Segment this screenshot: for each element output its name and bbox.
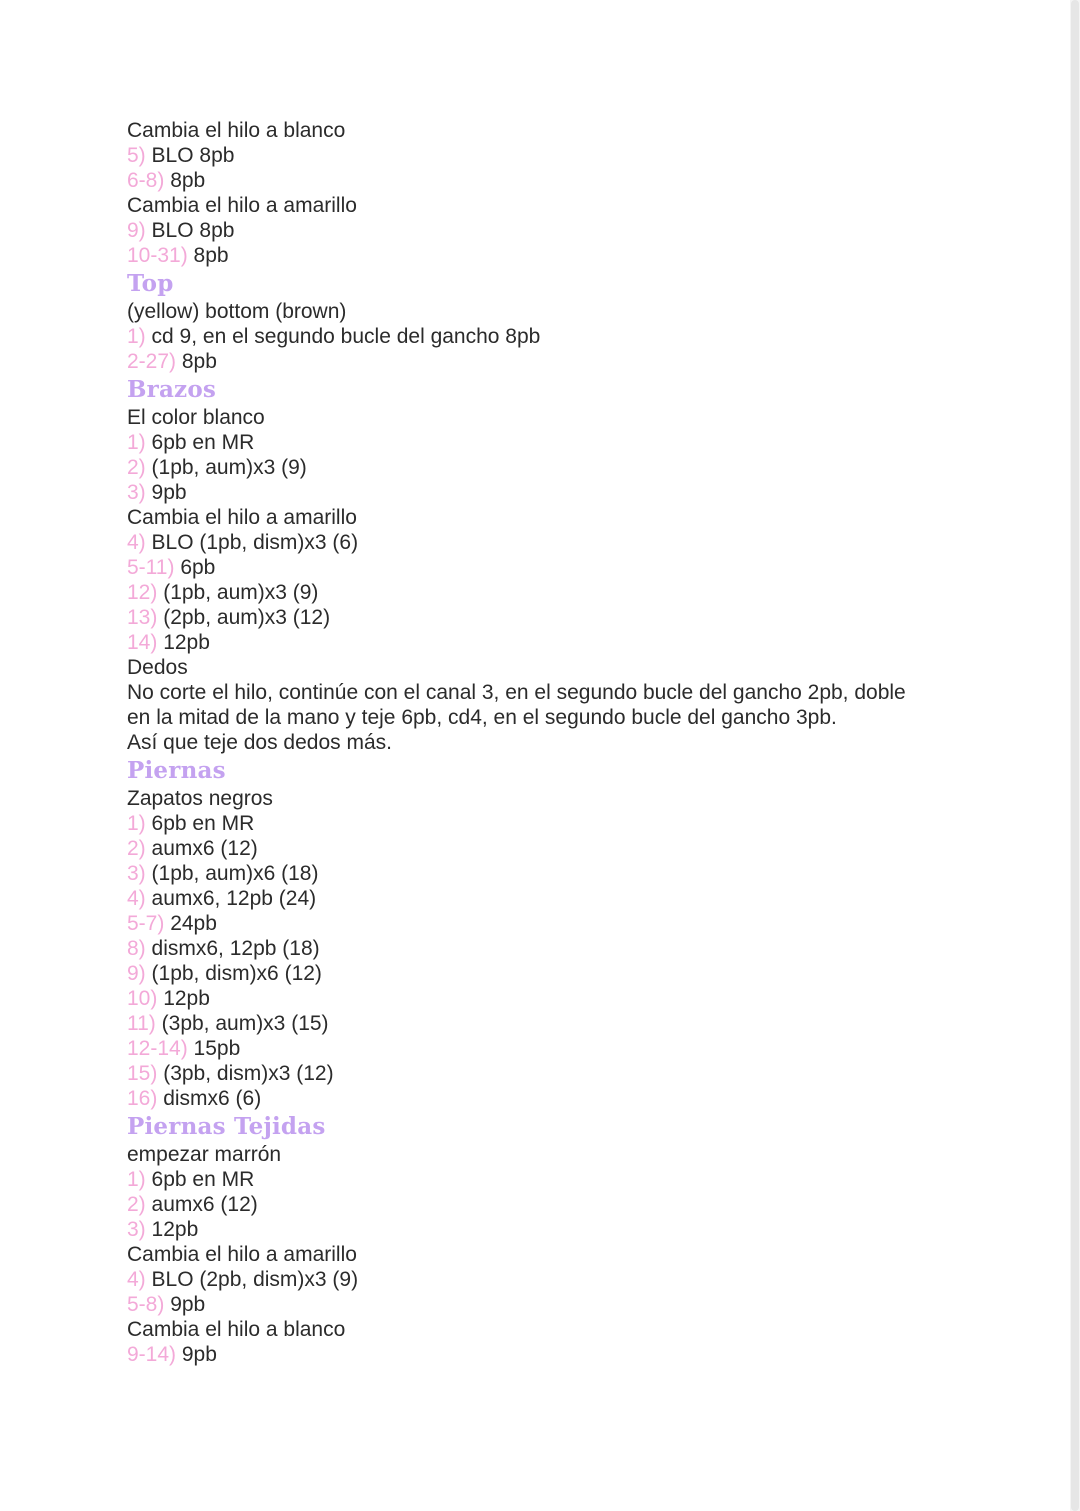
step-instruction: 6pb [180,556,216,579]
pattern-step [127,886,967,911]
step-number: 4) [127,887,146,910]
step-instruction: (1pb, aum)x3 (9) [151,456,307,479]
step-number: 16) [127,1087,158,1110]
step-instruction: 6pb en MR [151,431,255,454]
step-number: 12) [127,581,158,604]
step-number: 1) [127,431,146,454]
pattern-step [127,1267,967,1292]
step-number: 5-11) [127,556,175,579]
pattern-document [127,118,967,1367]
step-number: 1) [127,325,146,348]
step-instruction: 8pb [170,169,206,192]
step-number: 8) [127,937,146,960]
step-number: 3) [127,1218,146,1241]
pattern-step [127,986,967,1011]
step-number: 15) [127,1062,158,1085]
step-instruction: 9pb [181,1343,217,1366]
pattern-step [127,1011,967,1036]
step-instruction: 9pb [151,481,187,504]
step-instruction: 8pb [181,350,217,373]
pattern-step [127,1086,967,1111]
step-number: 3) [127,862,146,885]
step-instruction: (3pb, dism)x3 (12) [163,1062,334,1085]
step-instruction: 15pb [193,1037,241,1060]
step-number: 13) [127,606,158,629]
section-heading: Piernas Tejidas [127,1113,326,1140]
pattern-step [127,349,967,374]
note-text: empezar marrón [127,1143,282,1166]
step-number: 2) [127,456,146,479]
scrollbar-thumb[interactable] [1071,0,1079,1511]
pattern-step [127,1036,967,1061]
step-number: 10) [127,987,158,1010]
step-instruction: dismx6, 12pb (18) [151,937,320,960]
pattern-step [127,1167,967,1192]
note-text: El color blanco [127,406,265,429]
pattern-step [127,530,967,555]
pattern-step [127,243,967,268]
step-instruction: 12pb [163,631,210,654]
step-number: 1) [127,1168,146,1191]
note-text: en la mitad de la mano y teje 6pb, cd4, en el segundo bucle del gancho 3pb. [127,706,837,729]
step-instruction: 8pb [193,244,229,267]
step-instruction: (2pb, aum)x3 (12) [163,606,331,629]
step-instruction: 12pb [151,1218,199,1241]
step-instruction: 12pb [163,987,210,1010]
pattern-step [127,961,967,986]
step-instruction: BLO (2pb, dism)x3 (9) [151,1268,359,1291]
step-number: 12-14) [127,1037,188,1060]
pattern-step [127,911,967,936]
step-number: 4) [127,1268,146,1291]
pattern-step [127,480,967,505]
pattern-step [127,936,967,961]
step-number: 5-8) [127,1293,165,1316]
section-heading: Brazos [127,376,217,403]
step-number: 9) [127,962,146,985]
note-text: Cambia el hilo a amarillo [127,194,357,217]
step-instruction: 24pb [170,912,217,935]
note-text: Cambia el hilo a amarillo [127,1243,357,1266]
step-instruction: 6pb en MR [151,812,255,835]
step-instruction: BLO (1pb, dism)x3 (6) [151,531,359,554]
note-text: Así que teje dos dedos más. [127,731,392,754]
pattern-step [127,811,967,836]
step-instruction: 6pb en MR [151,1168,255,1191]
note-text: Dedos [127,656,188,679]
note-text: Cambia el hilo a blanco [127,119,346,142]
step-number: 5) [127,144,146,167]
pattern-step [127,1342,967,1367]
note-text: Cambia el hilo a amarillo [127,506,357,529]
note-text: (yellow) bottom (brown) [127,300,347,323]
step-number: 14) [127,631,158,654]
step-instruction: BLO 8pb [151,219,235,242]
pattern-step [127,861,967,886]
step-instruction: aumx6 (12) [151,1193,258,1216]
pattern-step [127,143,967,168]
step-instruction: (1pb, aum)x6 (18) [151,862,319,885]
step-number: 1) [127,812,146,835]
step-number: 3) [127,481,146,504]
note-text: Cambia el hilo a blanco [127,1318,346,1341]
pattern-step [127,1061,967,1086]
step-instruction: (1pb, aum)x3 (9) [163,581,319,604]
pattern-step [127,605,967,630]
step-instruction: 9pb [170,1293,206,1316]
step-number: 10-31) [127,244,188,267]
section-heading: Top [127,270,174,297]
step-instruction: (1pb, dism)x6 (12) [151,962,322,985]
pattern-step [127,218,967,243]
section-heading: Piernas [127,757,226,784]
step-instruction: aumx6, 12pb (24) [151,887,317,910]
step-number: 9) [127,219,146,242]
step-instruction: (3pb, aum)x3 (15) [161,1012,329,1035]
pattern-step [127,324,967,349]
pattern-step [127,1217,967,1242]
pattern-step [127,630,967,655]
pattern-step [127,580,967,605]
note-text: No corte el hilo, continúe con el canal 3, en el segundo bucle del gancho 2pb, doble [127,681,906,704]
step-number: 4) [127,531,146,554]
step-number: 2) [127,1193,146,1216]
step-number: 9-14) [127,1343,177,1366]
step-instruction: cd 9, en el segundo bucle del gancho 8pb [151,325,541,348]
step-number: 2-27) [127,350,177,373]
step-instruction: aumx6 (12) [151,837,258,860]
step-number: 2) [127,837,146,860]
pattern-step [127,836,967,861]
pattern-step [127,168,967,193]
step-number: 11) [127,1012,156,1035]
note-text: Zapatos negros [127,787,273,810]
pattern-step [127,1292,967,1317]
step-instruction: dismx6 (6) [163,1087,262,1110]
pattern-step [127,555,967,580]
step-number: 5-7) [127,912,165,935]
pattern-step [127,430,967,455]
step-instruction: BLO 8pb [151,144,235,167]
step-number: 6-8) [127,169,165,192]
scrollbar-track[interactable] [1070,0,1080,1511]
pattern-step [127,1192,967,1217]
pattern-step [127,455,967,480]
